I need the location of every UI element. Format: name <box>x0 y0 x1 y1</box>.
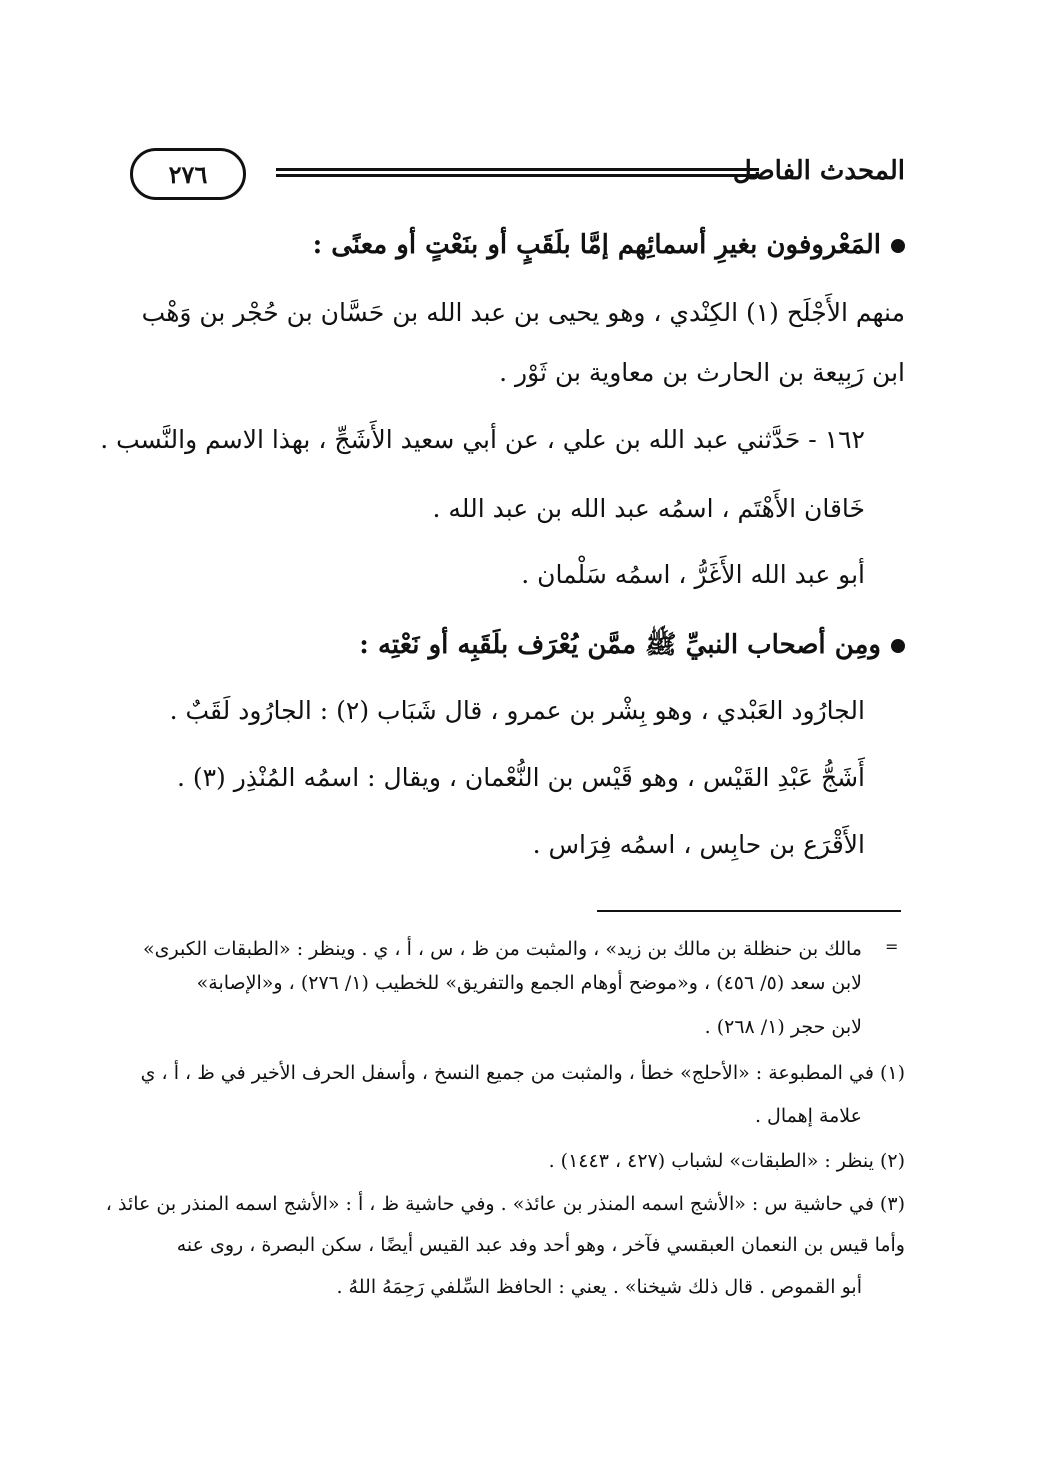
paragraph-khaqan: خَاقان الأَهْتَم ، اسمُه عبد الله بن عبد الله . <box>432 494 865 523</box>
book-title: المحدث الفاصل <box>732 156 905 186</box>
hadith-162: ١٦٢ - حَدَّثني عبد الله بن علي ، عن أبي سعيد الأَشَجِّ ، بهذا الاسم والنَّسب . <box>100 425 865 454</box>
page-number: ٢٧٦ <box>168 159 208 189</box>
footnote-continued-line-1: مالك بن حنظلة بن مالك بن زيد» ، والمثبت من ظ ، س ، أ ، ي . وينظر : «الطبقات الكبرى» <box>143 938 862 960</box>
main-text <box>100 0 905 900</box>
heading-text-2: ومِن أصحاب النبيِّ ﷺ ممَّن يُعْرَف بلَقَبِه أو نَعْتِه : <box>359 630 881 660</box>
footnote-2: (٢) ينظر : «الطبقات» لشباب (٤٢٧ ، ١٤٤٣) . <box>548 1150 905 1172</box>
continuation-mark: = <box>885 937 899 956</box>
section-heading-1 <box>313 230 905 260</box>
paragraph-abu-abdullah: أبو عبد الله الأَغَرُّ ، اسمُه سَلْمان . <box>521 560 865 589</box>
footnote-3-line-1: (٣) في حاشية س : «الأشج اسمه المنذر بن عائذ» . وفي حاشية ظ ، أ : «الأشج اسمه المنذر بن عائذ ، <box>105 1193 905 1215</box>
paragraph-1-line-2: ابن رَبِيعة بن الحارث بن معاوية بن ثَوْر . <box>499 358 905 387</box>
bullet-icon <box>891 239 905 253</box>
footnote-1-line-1: (١) في المطبوعة : «الأحلج» خطأ ، والمثبت من جميع النسخ ، وأسفل الحرف الأخير في ظ ، أ ، ي <box>140 1062 905 1084</box>
footnote-continued-line-3: لابن حجر (١/ ٢٦٨) . <box>704 1016 862 1038</box>
bullet-icon <box>891 639 905 653</box>
footnote-1-line-2: علامة إهمال . <box>754 1105 862 1127</box>
footnote-3-line-3: أبو القموص . قال ذلك شيخنا» . يعني : الحافظ السِّلفي رَحِمَهُ اللهُ . <box>336 1276 862 1298</box>
heading-text-1: المَعْروفون بغيرِ أسمائِهم إمَّا بلَقَبٍ أو بنَعْتٍ أو معنًى : <box>312 230 881 260</box>
paragraph-1-line-1: منهم الأَجْلَح (١) الكِنْدي ، وهو يحيى بن عبد الله بن حَسَّان بن حُجْر بن وَهْب <box>141 298 905 327</box>
footnote-3-line-2: وأما قيس بن النعمان العبقسي فآخر ، وهو أحد وفد عبد القيس أيضًا ، سكن البصرة ، روى عنه <box>176 1234 905 1256</box>
paragraph-aqra: الأَقْرَع بن حابِس ، اسمُه فِرَاس . <box>532 830 865 859</box>
paragraph-jarud: الجارُود العَبْدي ، وهو بِشْر بن عمرو ، قال شَبَاب (٢) : الجارُود لَقَبٌ . <box>169 696 865 725</box>
footnote-continued-line-2: لابن سعد (٥/ ٤٥٦) ، و«موضح أوهام الجمع والتفريق» للخطيب (١/ ٢٧٦) ، و«الإصابة» <box>196 972 862 994</box>
section-heading-2 <box>359 628 905 666</box>
footnote-separator <box>597 910 901 912</box>
paragraph-ashaj: أَشَجُّ عَبْدِ القَيْس ، وهو قَيْس بن النُّعْمان ، ويقال : اسمُه المُنْذِر (٣) . <box>176 763 865 792</box>
